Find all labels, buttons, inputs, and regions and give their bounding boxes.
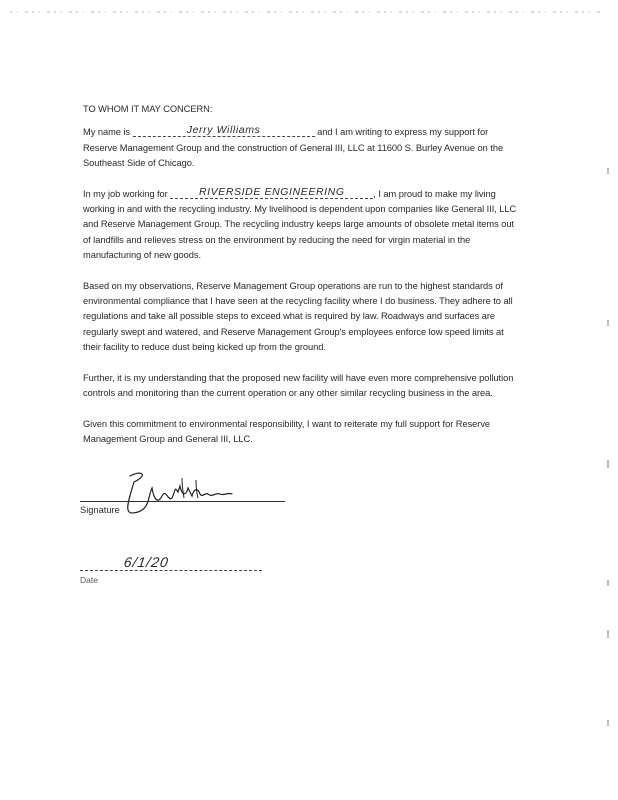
salutation: TO WHOM IT MAY CONCERN: <box>83 104 213 114</box>
paragraph-employment <box>83 187 523 264</box>
company-field: RIVERSIDE ENGINEERING <box>170 187 373 199</box>
intro-body-text: and I am writing to express my support for Reserve Management Group and the construction of General III, LLC at 11600 S. Burley Avenue on the Southeast Side of Chicago. <box>83 127 504 169</box>
paragraph-observations: Based on my observations, Reserve Management Group operations are run to the highest standards of environmental compliance that I have seen at the recycling facility where I do business. They adhere to all regulations and take all possible steps to exceed what is required by law. Roadways and surfaces are regularly swept and watered, and Reserve Management Group's employees enforce low speed limits at their facility to reduce dust being kicked up from the ground. <box>83 280 513 353</box>
letter-body <box>83 102 523 462</box>
date-line <box>80 570 262 571</box>
margin-scan-marks <box>604 160 612 760</box>
signature-line <box>80 501 285 502</box>
employment-body-text: , I am proud to make my living working in and with the recycling industry. My livelihood is dependent upon companies like General III, LLC and Reserve Management Group. The recycling industry keeps large amounts of obsolete metal items out of landfills and relieves stress on the environment by reducing the need for virgin material in the manufacturing of new goods. <box>83 188 517 261</box>
handwritten-signature <box>120 468 235 518</box>
employment-lead-text: In my job working for <box>83 188 168 199</box>
signature-label: Signature <box>80 505 120 515</box>
paragraph-new-facility: Further, it is my understanding that the proposed new facility will have even more comprehensive pollution controls and monitoring than the current operation or any other similar recycling business in the area. <box>83 372 514 399</box>
intro-lead-text: My name is <box>83 127 131 138</box>
date-value: 6/1/20 <box>122 554 171 570</box>
paragraph-intro <box>83 125 523 171</box>
scan-edge-artifact <box>0 8 618 16</box>
name-field: Jerry Williams <box>133 125 315 137</box>
date-label: Date <box>80 575 98 585</box>
date-block <box>80 550 280 590</box>
signature-block <box>80 468 300 522</box>
paragraph-closing: Given this commitment to environmental responsibility, I want to reiterate my full support for Reserve Management Group and General III, LLC. <box>83 418 491 444</box>
